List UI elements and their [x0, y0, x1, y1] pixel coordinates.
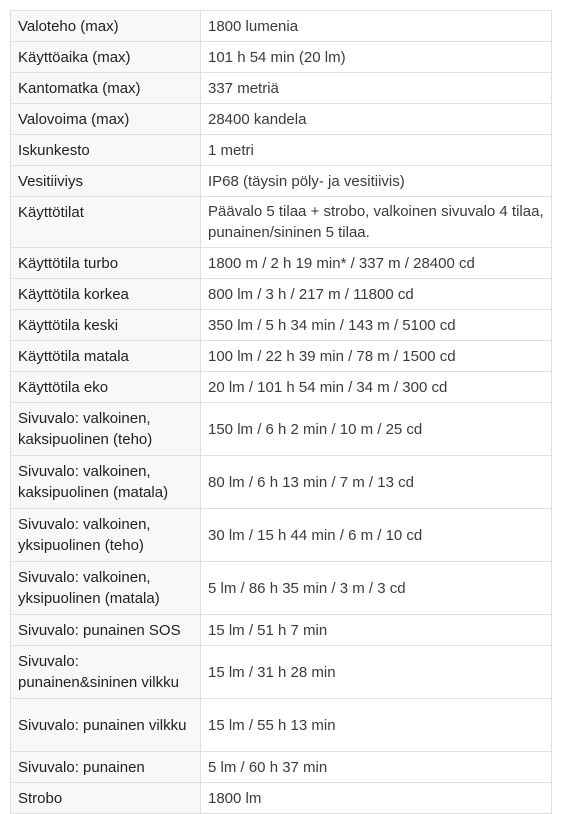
spec-value: 28400 kandela: [201, 104, 552, 135]
spec-value: 337 metriä: [201, 73, 552, 104]
spec-table-container: [10, 10, 551, 814]
spec-value: IP68 (täysin pöly- ja vesitiivis): [201, 166, 552, 197]
table-row: [11, 509, 552, 562]
spec-value: 100 lm / 22 h 39 min / 78 m / 1500 cd: [201, 341, 552, 372]
spec-label: Käyttötilat: [11, 197, 201, 248]
spec-label: Käyttöaika (max): [11, 42, 201, 73]
table-row: [11, 279, 552, 310]
table-row: [11, 699, 552, 752]
table-row: [11, 135, 552, 166]
spec-label: Strobo: [11, 783, 201, 814]
table-row: [11, 456, 552, 509]
table-row: [11, 104, 552, 135]
spec-value: Päävalo 5 tilaa + strobo, valkoinen sivuvalo 4 tilaa, punainen/sininen 5 tilaa.: [201, 197, 552, 248]
table-row: [11, 248, 552, 279]
spec-value: 1800 m / 2 h 19 min* / 337 m / 28400 cd: [201, 248, 552, 279]
table-row: [11, 73, 552, 104]
spec-value: 15 lm / 31 h 28 min: [201, 646, 552, 699]
spec-label: Vesitiiviys: [11, 166, 201, 197]
table-row: [11, 403, 552, 456]
spec-label: Kantomatka (max): [11, 73, 201, 104]
table-row: [11, 752, 552, 783]
table-row: [11, 646, 552, 699]
spec-label: Käyttötila keski: [11, 310, 201, 341]
table-row: [11, 42, 552, 73]
table-row: [11, 11, 552, 42]
spec-value: 5 lm / 86 h 35 min / 3 m / 3 cd: [201, 562, 552, 615]
table-row: [11, 562, 552, 615]
spec-label: Sivuvalo: valkoinen, yksipuolinen (matala): [11, 562, 201, 615]
spec-value: 80 lm / 6 h 13 min / 7 m / 13 cd: [201, 456, 552, 509]
spec-label: Sivuvalo: valkoinen, kaksipuolinen (matala): [11, 456, 201, 509]
spec-value: 1 metri: [201, 135, 552, 166]
spec-value: 800 lm / 3 h / 217 m / 11800 cd: [201, 279, 552, 310]
spec-label: Sivuvalo: valkoinen, yksipuolinen (teho): [11, 509, 201, 562]
table-row: [11, 197, 552, 248]
spec-label: Sivuvalo: valkoinen, kaksipuolinen (teho): [11, 403, 201, 456]
spec-value: 20 lm / 101 h 54 min / 34 m / 300 cd: [201, 372, 552, 403]
spec-label: Sivuvalo: punainen vilkku: [11, 699, 201, 752]
table-row: [11, 372, 552, 403]
spec-value: 5 lm / 60 h 37 min: [201, 752, 552, 783]
spec-label: Sivuvalo: punainen: [11, 752, 201, 783]
spec-table: [10, 10, 552, 814]
spec-label: Käyttötila korkea: [11, 279, 201, 310]
spec-value: 15 lm / 51 h 7 min: [201, 615, 552, 646]
spec-label: Sivuvalo: punainen SOS: [11, 615, 201, 646]
spec-label: Käyttötila eko: [11, 372, 201, 403]
spec-value: 1800 lm: [201, 783, 552, 814]
table-row: [11, 783, 552, 814]
spec-value: 101 h 54 min (20 lm): [201, 42, 552, 73]
table-row: [11, 166, 552, 197]
spec-value: 150 lm / 6 h 2 min / 10 m / 25 cd: [201, 403, 552, 456]
spec-label: Sivuvalo: punainen&sininen vilkku: [11, 646, 201, 699]
spec-label: Valoteho (max): [11, 11, 201, 42]
spec-label: Käyttötila turbo: [11, 248, 201, 279]
spec-value: 15 lm / 55 h 13 min: [201, 699, 552, 752]
spec-label: Valovoima (max): [11, 104, 201, 135]
table-row: [11, 310, 552, 341]
spec-label: Käyttötila matala: [11, 341, 201, 372]
table-row: [11, 615, 552, 646]
spec-value: 350 lm / 5 h 34 min / 143 m / 5100 cd: [201, 310, 552, 341]
spec-label: Iskunkesto: [11, 135, 201, 166]
spec-value: 30 lm / 15 h 44 min / 6 m / 10 cd: [201, 509, 552, 562]
table-row: [11, 341, 552, 372]
spec-value: 1800 lumenia: [201, 11, 552, 42]
